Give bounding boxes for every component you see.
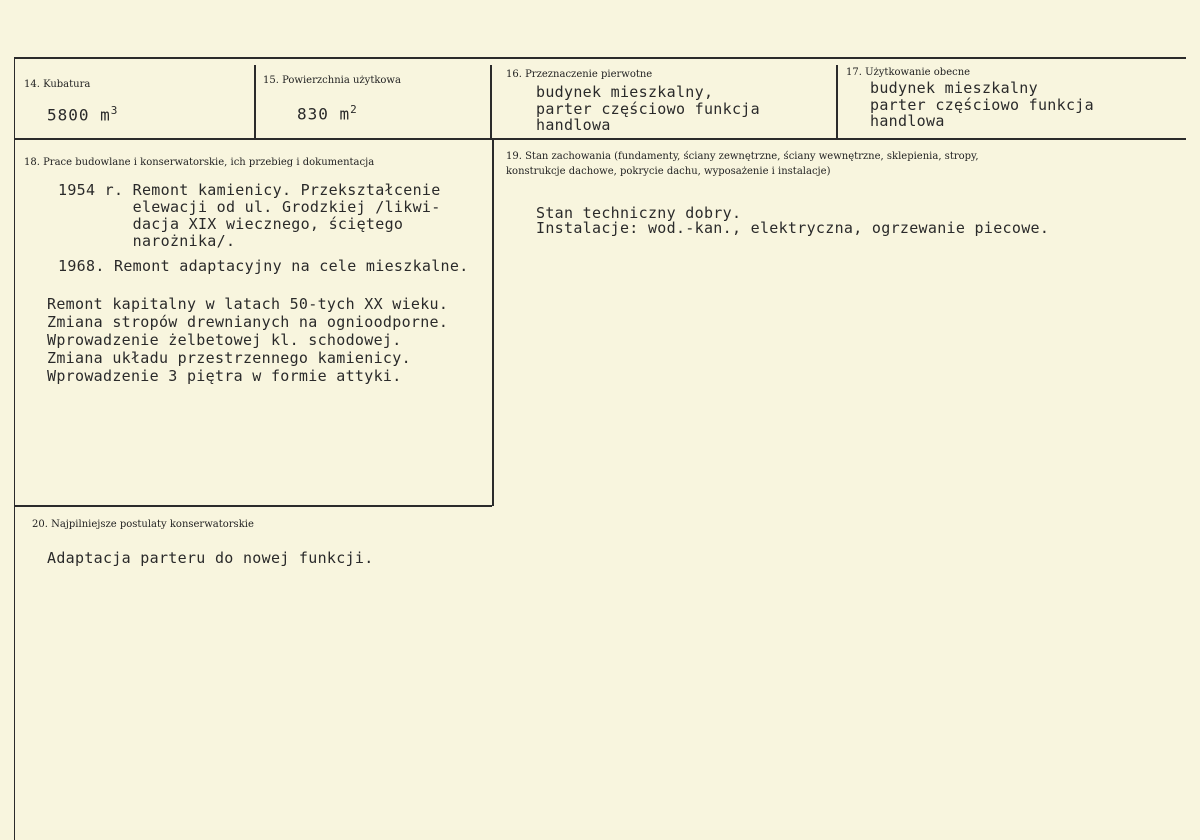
top-rule <box>14 57 1186 59</box>
field-14-value: 5800 $m^3$ <box>47 104 119 125</box>
field-14-label: 14. Kubatura <box>24 79 91 90</box>
field-17-label: 17. Użytkowanie obecne <box>846 67 971 78</box>
field-20-label: 20. Najpilniejsze postulaty konserwatorskie <box>32 519 254 530</box>
field-16-label: 16. Przeznaczenie pierwotne <box>506 69 653 80</box>
field-15-label: 15. Powierzchnia użytkowa <box>263 75 401 86</box>
divider-18-19 <box>492 140 494 506</box>
field-20-line-1: Adaptacja parteru do nowej funkcji. <box>47 549 374 567</box>
field-17-line-2: parter częściowo funkcja <box>870 96 1094 114</box>
field-18-note-4: Zmiana układu przestrzennego kamienicy. <box>47 349 411 367</box>
field-18-line-2: elewacji od ul. Grodzkiej /likwi- <box>58 198 441 216</box>
row1-bottom-rule <box>14 138 1186 140</box>
field-16-line-1: budynek mieszkalny, <box>536 83 714 101</box>
field-19-line-2: Instalacje: wod.-kan., elektryczna, ogrzewanie piecowe. <box>536 219 1050 237</box>
field-18-note-1: Remont kapitalny w latach 50-tych XX wieku. <box>47 295 449 313</box>
field-18-label: 18. Prace budowlane i konserwatorskie, ich przebieg i dokumentacja <box>24 157 375 168</box>
field-18-line-4: narożnika/. <box>58 232 236 250</box>
field-19-label-line-2: konstrukcje dachowe, pokrycie dachu, wyposażenie i instalacje) <box>506 166 831 177</box>
left-border <box>14 57 15 840</box>
field-18-line-5: 1968. Remont adaptacyjny na cele mieszkalne. <box>58 257 469 275</box>
divider-15-16 <box>490 65 492 139</box>
field-15-value: 830 $m^2$ <box>297 103 358 124</box>
field-19-label-line-1: 19. Stan zachowania (fundamenty, ściany zewnętrzne, ściany wewnętrzne, sklepienia, stropy, <box>506 151 979 162</box>
divider-16-17 <box>836 65 838 139</box>
field-17-line-1: budynek mieszkalny <box>870 79 1038 97</box>
field-18-line-3: dacja XIX wiecznego, ściętego <box>58 215 404 233</box>
field-17-line-3: handlowa <box>870 112 945 130</box>
field-18-note-2: Zmiana stropów drewnianych na ognioodporne. <box>47 313 449 331</box>
field-16-line-3: handlowa <box>536 116 611 134</box>
field-16-line-2: parter częściowo funkcja <box>536 100 760 118</box>
divider-14-15 <box>254 65 256 139</box>
field-18-note-3: Wprowadzenie żelbetowej kl. schodowej. <box>47 331 402 349</box>
field-18-note-5: Wprowadzenie 3 piętra w formie attyki. <box>47 367 402 385</box>
field-19-line-1: Stan techniczny dobry. <box>536 204 742 222</box>
field-18-line-1: 1954 r. Remont kamienicy. Przekształcenie <box>58 181 441 199</box>
row2-mid-rule <box>14 505 492 507</box>
